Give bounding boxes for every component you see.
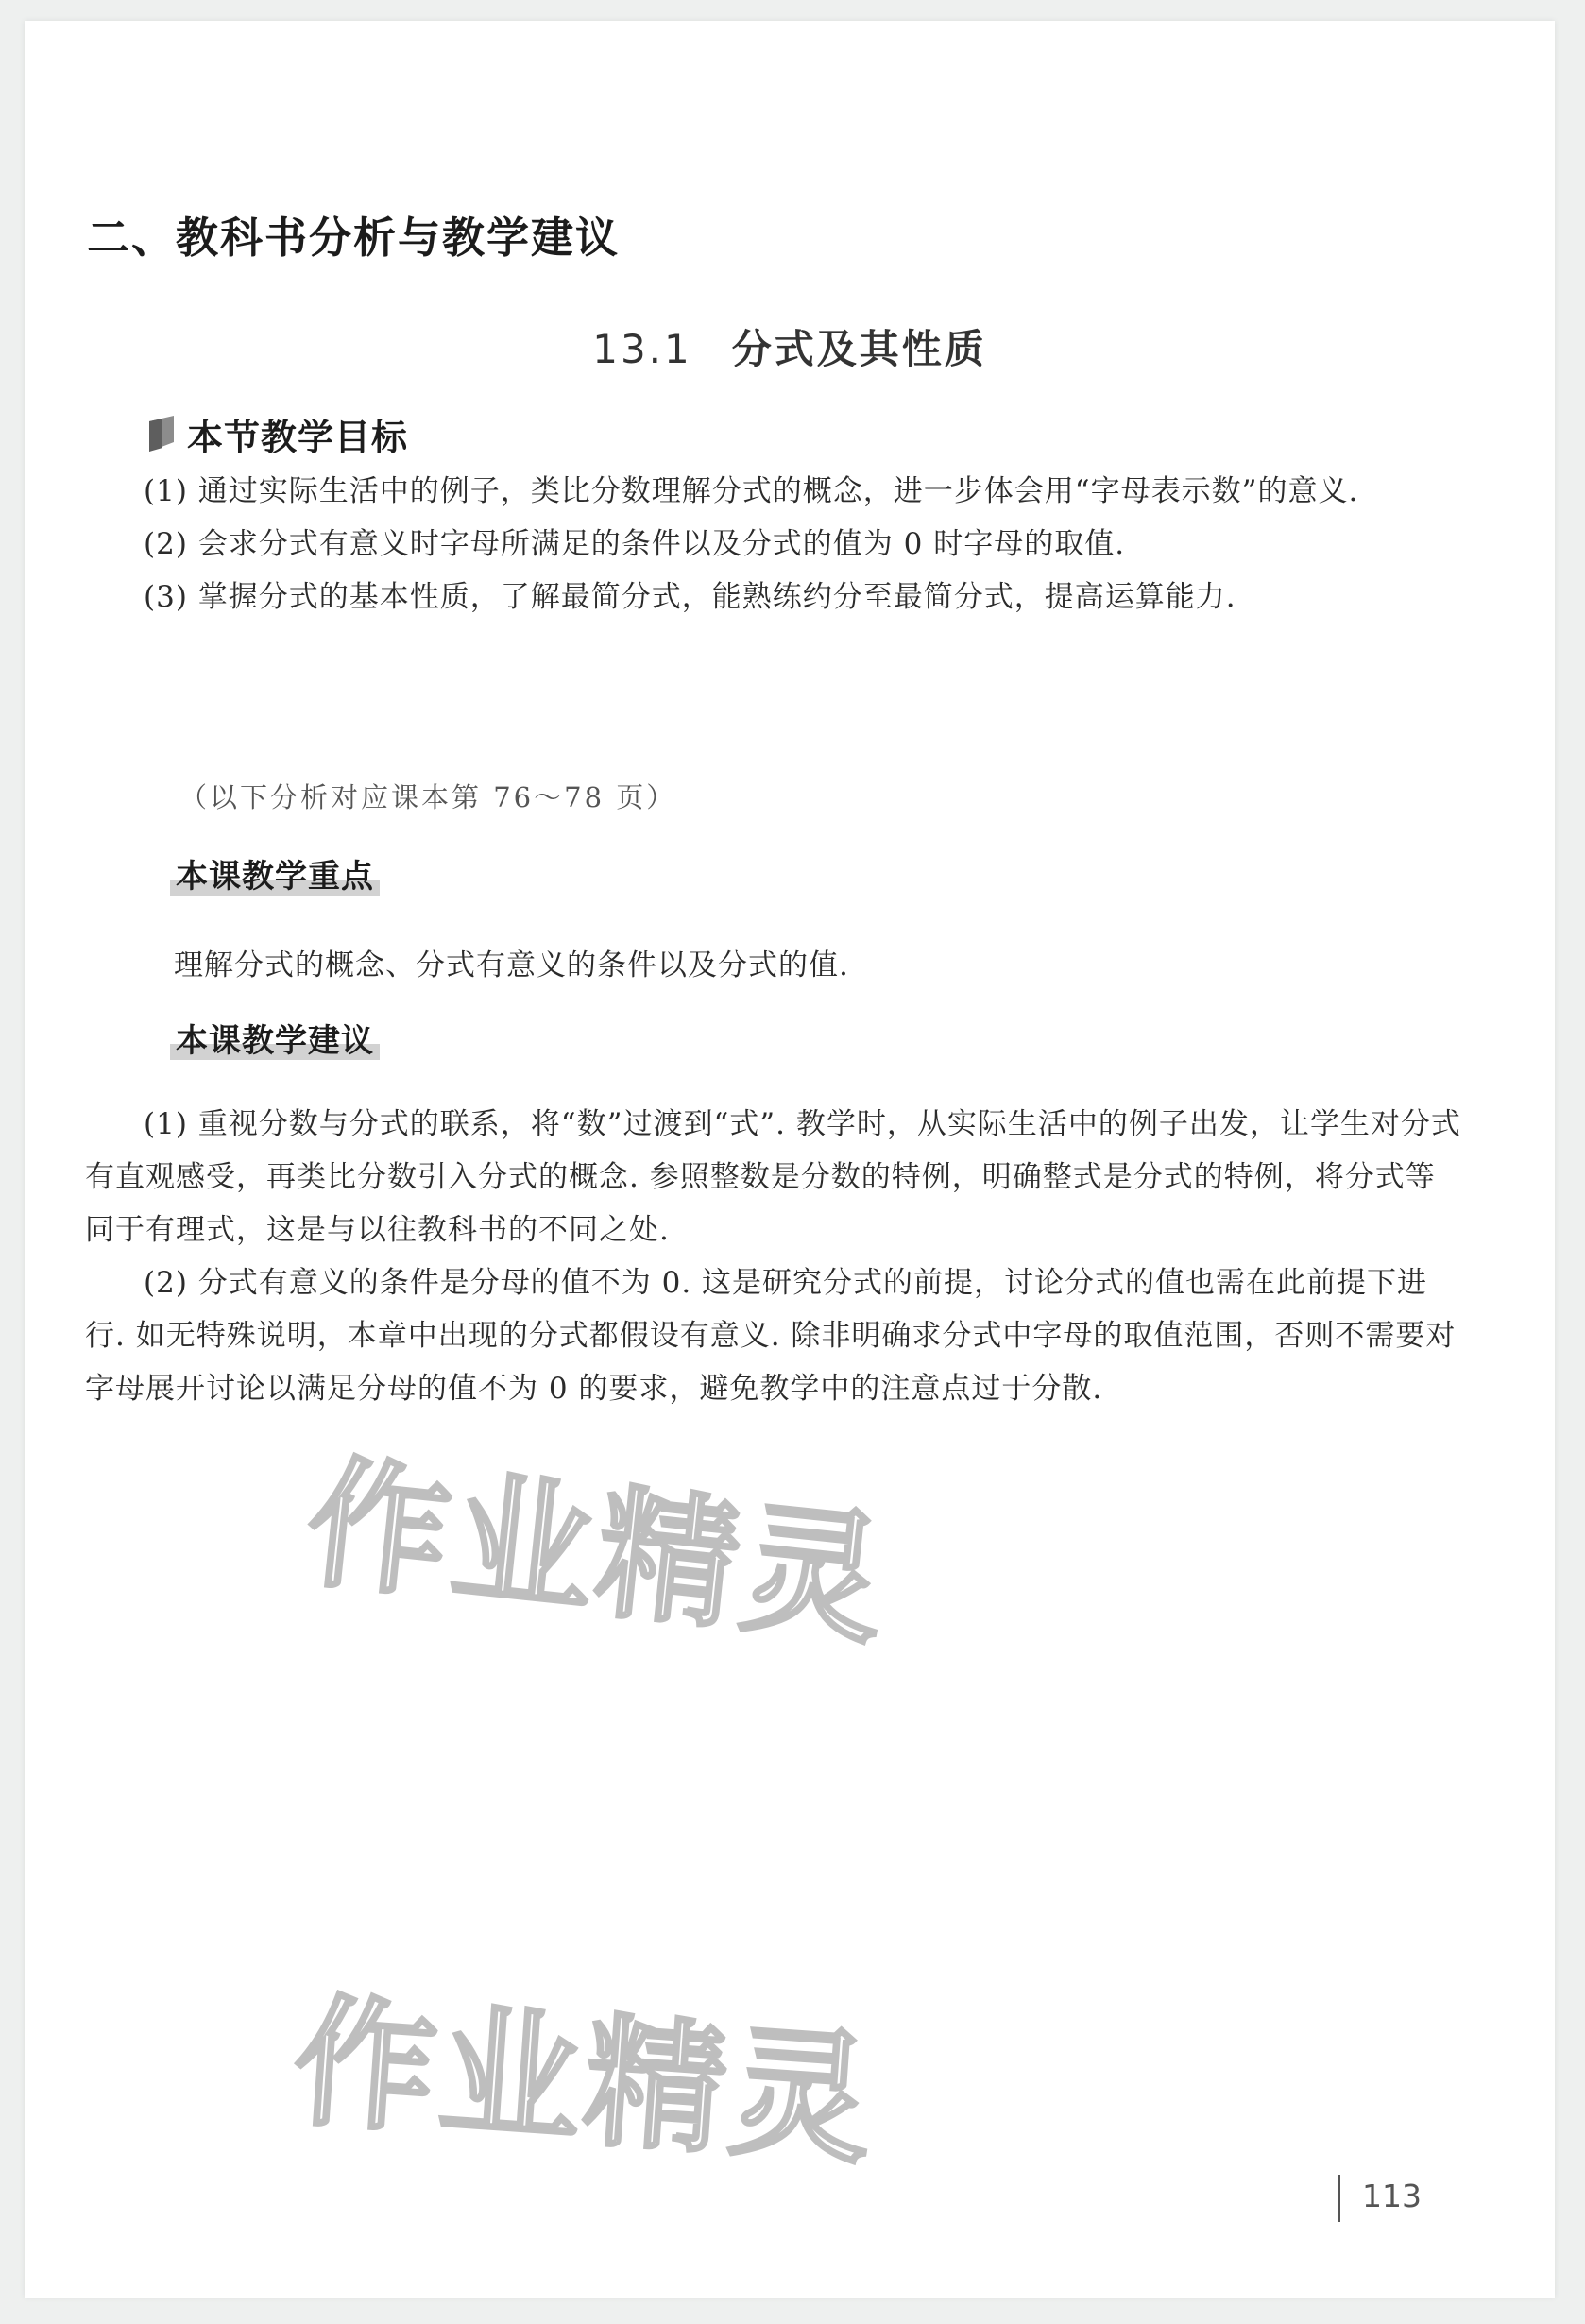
suggestions-heading-label: 本课教学建议 bbox=[170, 1022, 380, 1062]
suggestion-item-2: (2) 分式有意义的条件是分母的值不为 0. 这是研究分式的前提，讨论分式的值也需在此前提下进行. 如无特殊说明，本章中出现的分式都假设有意义. 除非明确求分式中字母的取值范围，否则不需要对字母展开讨论以满足分母的值不为 0 的要求，避免教学中的注意点过于分散. bbox=[85, 1266, 1457, 1406]
page-number-rule bbox=[1338, 2175, 1340, 2222]
bookmark-icon bbox=[145, 414, 179, 453]
watermark-bottom: 作业精灵 bbox=[288, 1979, 881, 2185]
page-number: 113 bbox=[1362, 2178, 1422, 2214]
goals-heading bbox=[145, 408, 712, 458]
goal-item-3: (3) 掌握分式的基本性质，了解最简分式，能熟练约分至最简分式，提高运算能力. bbox=[144, 580, 1236, 614]
goals-heading-label: 本节教学目标 bbox=[187, 417, 409, 458]
goal-item-2: (2) 会求分式有意义时字母所满足的条件以及分式的值为 0 时字母的取值. bbox=[144, 527, 1126, 561]
goal-item-1: (1) 通过实际生活中的例子，类比分数理解分式的概念，进一步体会用“字母表示数”的意义. bbox=[144, 474, 1359, 508]
chapter-name: 分式及其性质 bbox=[731, 326, 987, 372]
key-points-text: 理解分式的概念、分式有意义的条件以及分式的值. bbox=[174, 948, 849, 983]
key-points-heading-label: 本课教学重点 bbox=[170, 858, 380, 897]
key-points-heading bbox=[170, 850, 380, 897]
suggestions-heading bbox=[170, 1015, 380, 1061]
page-reference-note: （以下分析对应课本第 76～78 页） bbox=[179, 781, 677, 813]
suggestion-item-1: (1) 重视分数与分式的联系，将“数”过渡到“式”. 教学时，从实际生活中的例子出发，让学生对分式有直观感受，再类比分数引入分式的概念. 参照整数是分数的特例，明确整式是分式的特例，将分式等同于有理式，这是与以往教科书的不同之处. bbox=[85, 1107, 1461, 1247]
section-title: 二、教科书分析与教学建议 bbox=[87, 213, 621, 263]
chapter-title bbox=[25, 318, 1555, 375]
chapter-number: 13.1 bbox=[592, 326, 692, 372]
suggestions-list bbox=[85, 1098, 1464, 1415]
goals-list bbox=[85, 465, 1464, 624]
textbook-page bbox=[25, 21, 1555, 2298]
watermark-top: 作业精灵 bbox=[299, 1441, 895, 1666]
